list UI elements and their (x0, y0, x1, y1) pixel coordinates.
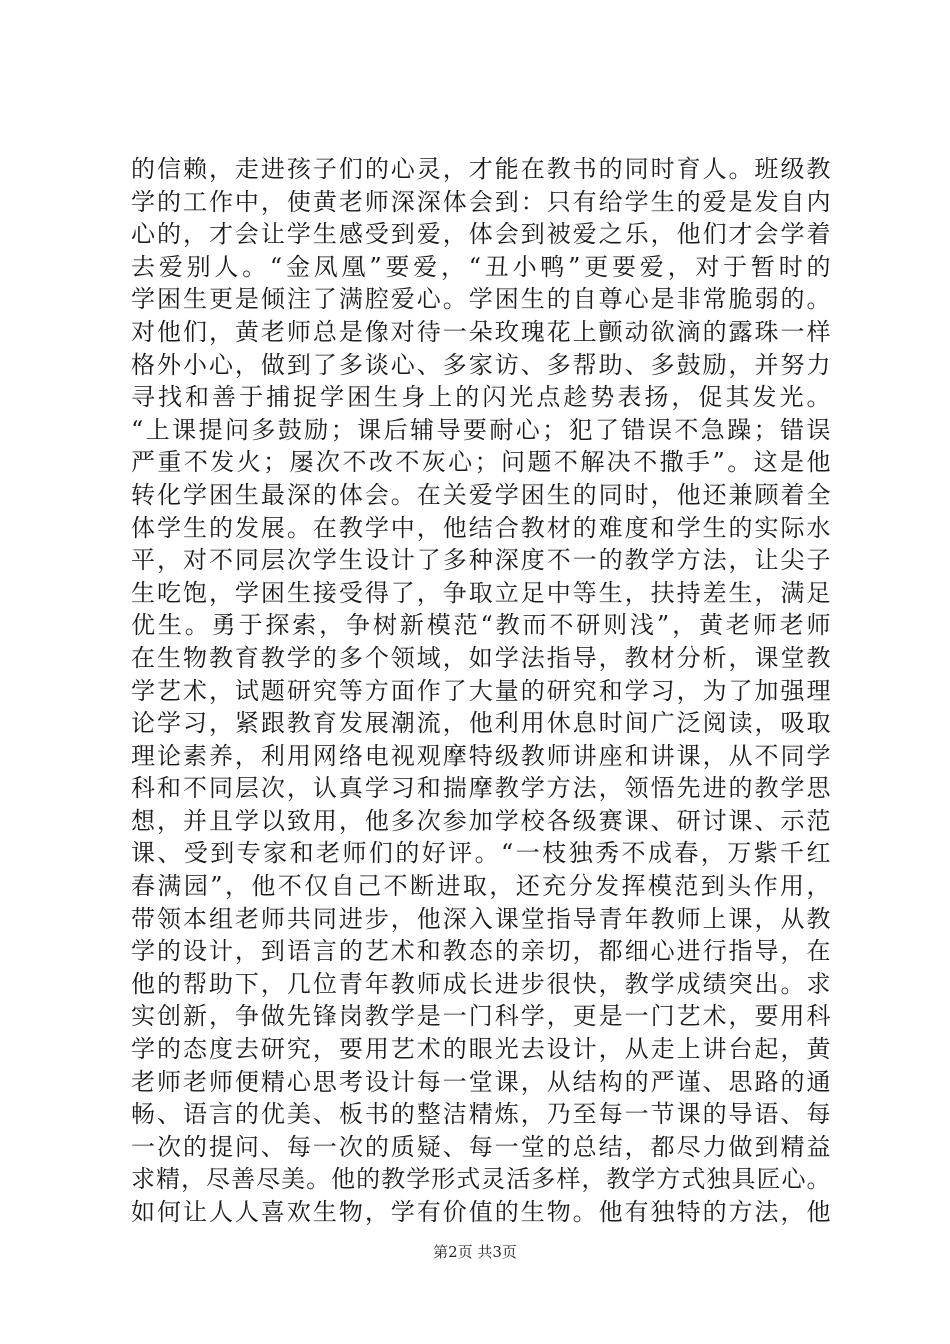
text-line: 带领本组老师共同进步，他深入课堂指导青年教师上课，从教 (131, 904, 831, 933)
text-line: 对他们，黄老师总是像对待一朵玫瑰花上颤动欲滴的露珠一样 (131, 317, 831, 346)
text-line: 严重不发火；屡次不改不灰心；问题不解决不撒手”。这是他 (131, 448, 831, 477)
page-footer: 第2页 共3页 (433, 1243, 517, 1261)
text-line: 想，并且学以致用，他多次参加学校各级赛课、研讨课、示范 (131, 806, 831, 835)
text-line: 寻找和善于捕捉学困生身上的闪光点趁势表扬，促其发光。 (131, 383, 831, 412)
text-line: 转化学困生最深的体会。在关爱学困生的同时，他还兼顾着全 (131, 480, 831, 509)
text-line: 理论素养，利用网络电视观摩特级教师讲座和讲课，从不同学 (131, 741, 831, 770)
text-line: 实创新，争做先锋岗教学是一门科学，更是一门艺术，要用科 (131, 1002, 831, 1031)
text-line: 心的，才会让学生感受到爱，体会到被爱之乐，他们才会学着 (131, 220, 831, 249)
text-line: 平，对不同层次学生设计了多种深度不一的教学方法，让尖子 (131, 546, 831, 575)
text-line: 畅、语言的优美、板书的整洁精炼，乃至每一节课的导语、每 (131, 1100, 831, 1129)
text-line: 的信赖，走进孩子们的心灵，才能在教书的同时育人。班级教 (131, 155, 831, 183)
text-line: 他的帮助下，几位青年教师成长进步很快，教学成绩突出。求 (131, 969, 831, 998)
text-line: 论学习，紧跟教育发展潮流，他利用休息时间广泛阅读，吸取 (131, 709, 831, 738)
text-line: 学艺术，试题研究等方面作了大量的研究和学习，为了加强理 (131, 676, 831, 705)
body-text (131, 153, 831, 1229)
text-line: 生吃饱，学困生接受得了，争取立足中等生，扶持差生，满足 (131, 578, 831, 607)
text-line: “上课提问多鼓励；课后辅导要耐心；犯了错误不急躁；错误 (131, 415, 831, 444)
text-line: 在生物教育教学的多个领域，如学法指导，教材分析，课堂教 (131, 643, 831, 672)
text-line: 春满园”，他不仅自己不断进取，还充分发挥模范到头作用， (131, 872, 831, 901)
text-line: 老师老师便精心思考设计每一堂课，从结构的严谨、思路的通 (131, 1067, 831, 1096)
text-line: 优生。勇于探索，争树新模范“教而不研则浅”，黄老师老师 (131, 611, 831, 640)
text-line: 体学生的发展。在教学中，他结合教材的难度和学生的实际水 (131, 513, 831, 542)
text-line: 学困生更是倾注了满腔爱心。学困生的自尊心是非常脆弱的。 (131, 285, 831, 314)
text-line: 一次的提问、每一次的质疑、每一堂的总结，都尽力做到精益 (131, 1132, 831, 1161)
text-line: 学的态度去研究，要用艺术的眼光去设计，从走上讲台起，黄 (131, 1035, 831, 1064)
text-line: 学的工作中，使黄老师深深体会到：只有给学生的爱是发自内 (131, 187, 831, 216)
text-line: 求精，尽善尽美。他的教学形式灵活多样，教学方式独具匠心。 (131, 1165, 831, 1194)
text-line: 如何让人人喜欢生物，学有价值的生物。他有独特的方法，他 (131, 1198, 831, 1226)
text-line: 学的设计，到语言的艺术和教态的亲切，都细心进行指导，在 (131, 937, 831, 966)
text-line: 科和不同层次，认真学习和揣摩教学方法，领悟先进的教学思 (131, 774, 831, 803)
text-line: 课、受到专家和老师们的好评。“一枝独秀不成春，万紫千红 (131, 839, 831, 868)
text-line: 去爱别人。“金凤凰”要爱，“丑小鸭”更要爱，对于暂时的 (131, 252, 831, 281)
text-line: 格外小心，做到了多谈心、多家访、多帮助、多鼓励，并努力 (131, 350, 831, 379)
